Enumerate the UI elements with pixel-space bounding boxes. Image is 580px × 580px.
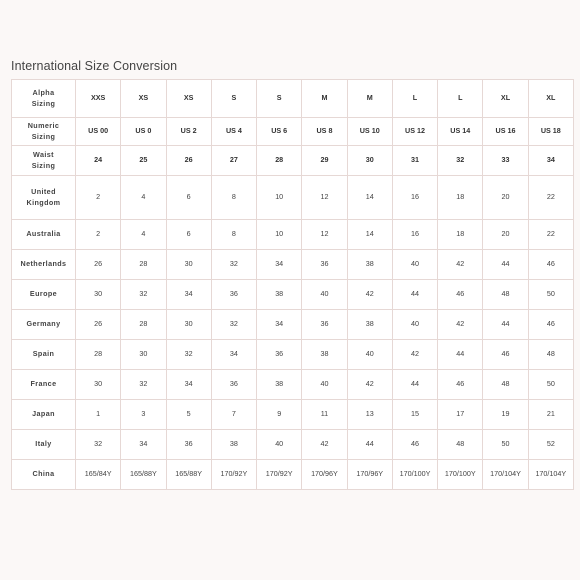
table-cell: 46	[438, 280, 483, 310]
table-cell: 36	[211, 280, 256, 310]
table-cell: 12	[302, 176, 347, 220]
table-cell: 8	[211, 176, 256, 220]
table-cell: 33	[483, 146, 528, 176]
table-cell: 17	[438, 400, 483, 430]
table-cell: 42	[302, 430, 347, 460]
table-cell: 32	[211, 310, 256, 340]
table-cell: 42	[347, 370, 392, 400]
table-cell: 50	[483, 430, 528, 460]
table-cell: 36	[302, 250, 347, 280]
table-cell: US 6	[257, 118, 302, 146]
table-cell: 5	[166, 400, 211, 430]
table-cell: 40	[302, 280, 347, 310]
table-cell: 30	[166, 310, 211, 340]
table-cell: 40	[392, 310, 437, 340]
table-cell: 6	[166, 176, 211, 220]
table-cell: 2	[76, 176, 121, 220]
table-cell: 15	[392, 400, 437, 430]
table-cell: 34	[121, 430, 166, 460]
table-row	[12, 250, 574, 280]
table-row	[12, 80, 574, 118]
table-cell: 6	[166, 220, 211, 250]
size-conversion-table	[11, 79, 574, 490]
table-cell: 32	[211, 250, 256, 280]
table-cell: 170/104Y	[528, 460, 573, 490]
table-cell: 46	[483, 340, 528, 370]
table-cell: 21	[528, 400, 573, 430]
table-cell: 4	[121, 176, 166, 220]
table-cell: 38	[211, 430, 256, 460]
table-cell: XS	[121, 80, 166, 118]
table-cell: 48	[483, 370, 528, 400]
table-cell: XL	[483, 80, 528, 118]
table-cell: 30	[76, 370, 121, 400]
table-cell: 26	[76, 250, 121, 280]
table-cell: 36	[302, 310, 347, 340]
row-label-europe: Europe	[12, 280, 76, 310]
table-cell: 42	[392, 340, 437, 370]
table-cell: 28	[76, 340, 121, 370]
table-cell: S	[211, 80, 256, 118]
table-cell: 40	[347, 340, 392, 370]
row-label-waist-sizing: Waist Sizing	[12, 146, 76, 176]
table-cell: US 12	[392, 118, 437, 146]
table-cell: 170/96Y	[302, 460, 347, 490]
table-cell: M	[302, 80, 347, 118]
row-label-china: China	[12, 460, 76, 490]
table-cell: 48	[483, 280, 528, 310]
row-label-numeric-sizing: Numeric Sizing	[12, 118, 76, 146]
table-cell: 165/84Y	[76, 460, 121, 490]
table-cell: XXS	[76, 80, 121, 118]
table-cell: 30	[76, 280, 121, 310]
table-row	[12, 430, 574, 460]
table-row	[12, 146, 574, 176]
row-label-japan: Japan	[12, 400, 76, 430]
table-cell: 36	[166, 430, 211, 460]
table-cell: 32	[166, 340, 211, 370]
table-cell: L	[438, 80, 483, 118]
table-row	[12, 460, 574, 490]
table-cell: 11	[302, 400, 347, 430]
table-cell: 44	[483, 250, 528, 280]
table-cell: 34	[166, 370, 211, 400]
page-title: International Size Conversion	[11, 59, 178, 73]
table-cell: 34	[528, 146, 573, 176]
table-cell: 31	[392, 146, 437, 176]
table-cell: 9	[257, 400, 302, 430]
table-cell: US 4	[211, 118, 256, 146]
table-cell: 28	[121, 250, 166, 280]
table-cell: 36	[211, 370, 256, 400]
table-cell: 170/96Y	[347, 460, 392, 490]
table-cell: 40	[392, 250, 437, 280]
table-cell: 170/100Y	[438, 460, 483, 490]
table-cell: 7	[211, 400, 256, 430]
table-cell: 26	[76, 310, 121, 340]
table-cell: 4	[121, 220, 166, 250]
table-row	[12, 280, 574, 310]
table-cell: 40	[302, 370, 347, 400]
table-cell: 34	[257, 250, 302, 280]
table-cell: 46	[528, 310, 573, 340]
table-cell: XS	[166, 80, 211, 118]
table-cell: 30	[121, 340, 166, 370]
size-table-body	[12, 80, 574, 490]
table-cell: 170/92Y	[257, 460, 302, 490]
table-row	[12, 310, 574, 340]
table-cell: 16	[392, 176, 437, 220]
table-cell: US 14	[438, 118, 483, 146]
table-cell: 170/104Y	[483, 460, 528, 490]
table-cell: US 2	[166, 118, 211, 146]
table-cell: 13	[347, 400, 392, 430]
table-cell: 1	[76, 400, 121, 430]
table-cell: 32	[121, 280, 166, 310]
table-cell: 46	[392, 430, 437, 460]
table-cell: 38	[347, 310, 392, 340]
table-cell: 42	[438, 310, 483, 340]
table-cell: 170/100Y	[392, 460, 437, 490]
table-cell: 24	[76, 146, 121, 176]
table-cell: 28	[257, 146, 302, 176]
table-row	[12, 118, 574, 146]
table-cell: 46	[438, 370, 483, 400]
table-cell: 44	[392, 370, 437, 400]
table-cell: 10	[257, 176, 302, 220]
table-cell: 170/92Y	[211, 460, 256, 490]
table-cell: 30	[166, 250, 211, 280]
table-cell: 27	[211, 146, 256, 176]
table-cell: 16	[392, 220, 437, 250]
table-cell: 22	[528, 176, 573, 220]
table-cell: 18	[438, 176, 483, 220]
table-row	[12, 400, 574, 430]
table-cell: S	[257, 80, 302, 118]
table-cell: 36	[257, 340, 302, 370]
table-cell: 18	[438, 220, 483, 250]
table-cell: US 10	[347, 118, 392, 146]
table-row	[12, 340, 574, 370]
table-cell: L	[392, 80, 437, 118]
row-label-united-kingdom: United Kingdom	[12, 176, 76, 220]
table-cell: 48	[528, 340, 573, 370]
table-cell: 38	[302, 340, 347, 370]
table-cell: 44	[392, 280, 437, 310]
row-label-spain: Spain	[12, 340, 76, 370]
table-cell: 165/88Y	[166, 460, 211, 490]
table-cell: 42	[438, 250, 483, 280]
table-cell: 44	[438, 340, 483, 370]
table-cell: US 00	[76, 118, 121, 146]
table-cell: 2	[76, 220, 121, 250]
table-cell: 20	[483, 176, 528, 220]
row-label-alpha-sizing: Alpha Sizing	[12, 80, 76, 118]
table-row	[12, 220, 574, 250]
table-cell: 50	[528, 280, 573, 310]
row-label-france: France	[12, 370, 76, 400]
table-cell: 28	[121, 310, 166, 340]
table-cell: 52	[528, 430, 573, 460]
table-cell: 32	[438, 146, 483, 176]
row-label-italy: Italy	[12, 430, 76, 460]
table-cell: 34	[211, 340, 256, 370]
table-cell: US 8	[302, 118, 347, 146]
table-cell: 14	[347, 220, 392, 250]
table-cell: US 0	[121, 118, 166, 146]
table-cell: 22	[528, 220, 573, 250]
table-cell: 165/88Y	[121, 460, 166, 490]
table-cell: 40	[257, 430, 302, 460]
table-cell: 34	[166, 280, 211, 310]
table-cell: US 18	[528, 118, 573, 146]
table-cell: US 16	[483, 118, 528, 146]
table-cell: 10	[257, 220, 302, 250]
table-cell: 12	[302, 220, 347, 250]
table-cell: 25	[121, 146, 166, 176]
table-cell: 38	[257, 370, 302, 400]
table-cell: 26	[166, 146, 211, 176]
table-cell: 44	[483, 310, 528, 340]
table-cell: 38	[257, 280, 302, 310]
table-cell: 32	[76, 430, 121, 460]
table-cell: 46	[528, 250, 573, 280]
table-cell: 29	[302, 146, 347, 176]
table-cell: 20	[483, 220, 528, 250]
table-cell: M	[347, 80, 392, 118]
table-cell: 42	[347, 280, 392, 310]
table-row	[12, 176, 574, 220]
table-cell: 14	[347, 176, 392, 220]
table-cell: 32	[121, 370, 166, 400]
table-cell: 8	[211, 220, 256, 250]
table-cell: 19	[483, 400, 528, 430]
table-row	[12, 370, 574, 400]
table-cell: 34	[257, 310, 302, 340]
table-cell: XL	[528, 80, 573, 118]
table-cell: 50	[528, 370, 573, 400]
table-cell: 30	[347, 146, 392, 176]
table-cell: 44	[347, 430, 392, 460]
table-cell: 48	[438, 430, 483, 460]
row-label-germany: Germany	[12, 310, 76, 340]
row-label-netherlands: Netherlands	[12, 250, 76, 280]
table-cell: 38	[347, 250, 392, 280]
row-label-australia: Australia	[12, 220, 76, 250]
table-cell: 3	[121, 400, 166, 430]
